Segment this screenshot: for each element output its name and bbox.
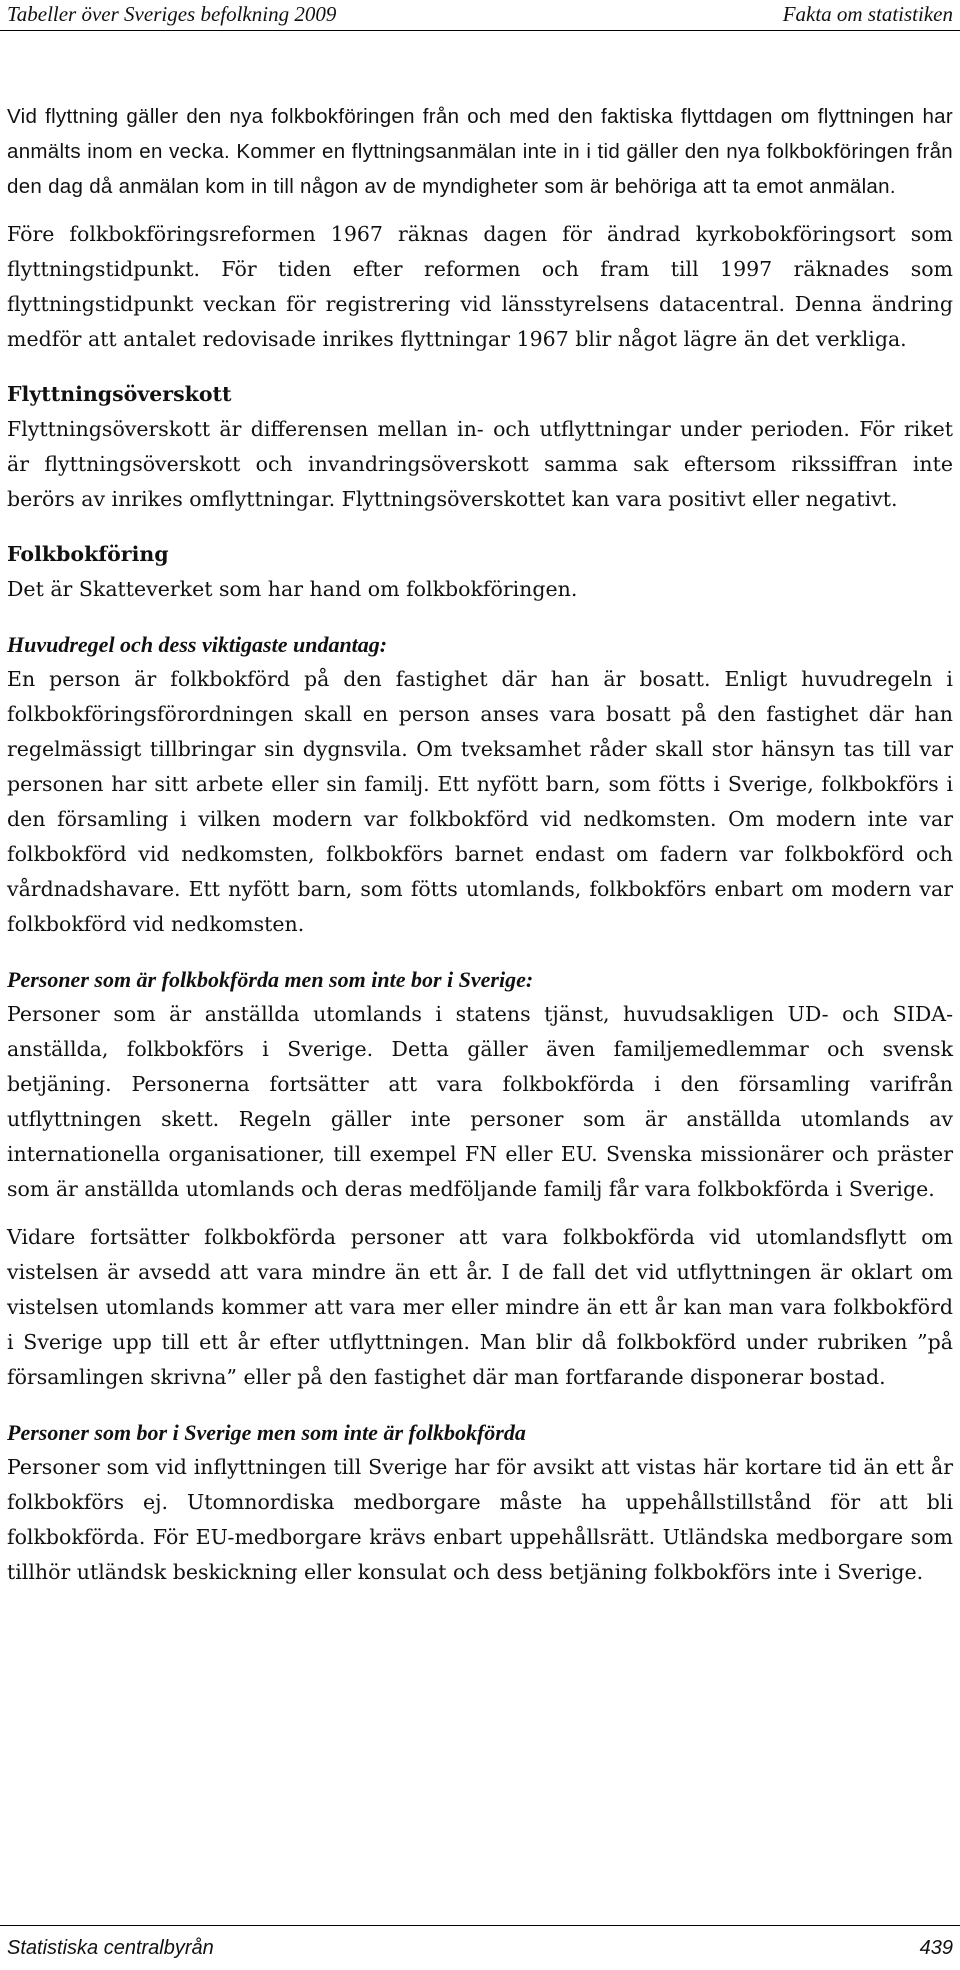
abroad-paragraph: Personer som är anställda utomlands i statens tjänst, huvudsakligen UD- och SIDA-anställda, folkbokförs i Sverige. Detta gäller även familjemedlemmar och svensk betjäning. Personerna fortsätter att vara folkbokförda i den församling varifrån utflyttningen skett. Regeln gäller inte personer som är anställda utomlands av internationella organisationer, till exempel FN eller EU. Svenska missionärer och präster som är anställda utomlands och deras medföljande familj får vara folkbokförda i Sverige. [7, 1002, 953, 1201]
registration-heading: Folkbokföring [7, 542, 169, 566]
surplus-paragraph: Flyttningsöverskott är differensen mellan in- och utflyttningar under perioden. För riket är flyttningsöverskott och invandringsöverskott samma sak eftersom rikssiffran inte berörs av inrikes omflyttningar. Flyttningsöverskottet kan vara positivt eller negativt. [7, 417, 953, 511]
reform-paragraph: Före folkbokföringsreformen 1967 räknas dagen för ändrad kyrkobokföringsort som flyttningstidpunkt. För tiden efter reformen och fram till 1997 räknades som flyttningstidpunkt veckan för registrering vid länsstyrelsens datacentral. Denna ändring medför att antalet redovisade inrikes flyttningar 1967 blir något lägre än det verkliga. [7, 222, 953, 351]
registration-paragraph: Det är Skatteverket som har hand om folkbokföringen. [7, 577, 578, 601]
intro-paragraph: Vid flyttning gäller den nya folkbokföringen från och med den faktiska flyttdagen om flyttningen har anmälts inom en vecka. Kommer en flyttningsanmälan inte in i tid gäller den nya folkbokföringen från den dag då anmälan kom in till någon av de myndigheter som är behöriga att ta emot anmälan. [7, 105, 953, 198]
main-rule-heading: Huvudregel och dess viktigaste undantag: [7, 632, 388, 657]
publisher-name: Statistiska centralbyrån [7, 1937, 214, 1959]
page-number: 439 [919, 1937, 953, 1959]
section-title: Fakta om statistiken [782, 2, 953, 26]
abroad-paragraph-2: Vidare fortsätter folkbokförda personer att vara folkbokförda vid utomlandsflytt om vistelsen är avsedd att vara mindre än ett år. I de fall det vid utflyttningen är oklart om vistelsen utomlands kommer att vara mer eller mindre än ett år kan man vara folkbokförd i Sverige upp till ett år efter utflyttningen. Man blir då folkbokförd under rubriken ”på församlingen skrivna” eller på den fastighet där man fortfarande disponerar bostad. [7, 1225, 953, 1389]
resident-paragraph: Personer som vid inflyttningen till Sverige har för avsikt att vistas här kortare tid än ett år folkbokförs ej. Utomnordiska medborgare måste ha uppehållstillstånd för att bli folkbokförda. För EU-medborgare krävs enbart uppehållsrätt. Utländska medborgare som tillhör utländsk beskickning eller konsulat och dess betjäning folkbokförs inte i Sverige. [7, 1455, 953, 1584]
surplus-heading: Flyttningsöverskott [7, 382, 232, 406]
main-rule-paragraph: En person är folkbokförd på den fastighet där han är bosatt. Enligt huvudregeln i folkbokföringsförordningen skall en person anses vara bosatt på den fastighet där han regelmässigt tillbringar sin dygnsvila. Om tveksamhet råder skall stor hänsyn tas till var personen har sitt arbete eller sin familj. Ett nyfött barn, som fötts i Sverige, folkbokförs i den församling i vilken modern var folkbokförd vid nedkomsten. Om modern inte var folkbokförd vid nedkomsten, folkbokförs barnet endast om fadern var folkbokförd och vårdnadshavare. Ett nyfött barn, som fötts utomlands, folkbokförs enbart om modern var folkbokförd vid nedkomsten. [7, 667, 953, 936]
resident-heading: Personer som bor i Sverige men som inte är folkbokförda [7, 1420, 526, 1445]
running-footer [0, 1925, 960, 1970]
running-header [0, 0, 960, 31]
page-body [7, 99, 953, 1590]
publication-title: Tabeller över Sveriges befolkning 2009 [7, 2, 337, 26]
abroad-heading: Personer som är folkbokförda men som inte bor i Sverige: [7, 967, 534, 992]
